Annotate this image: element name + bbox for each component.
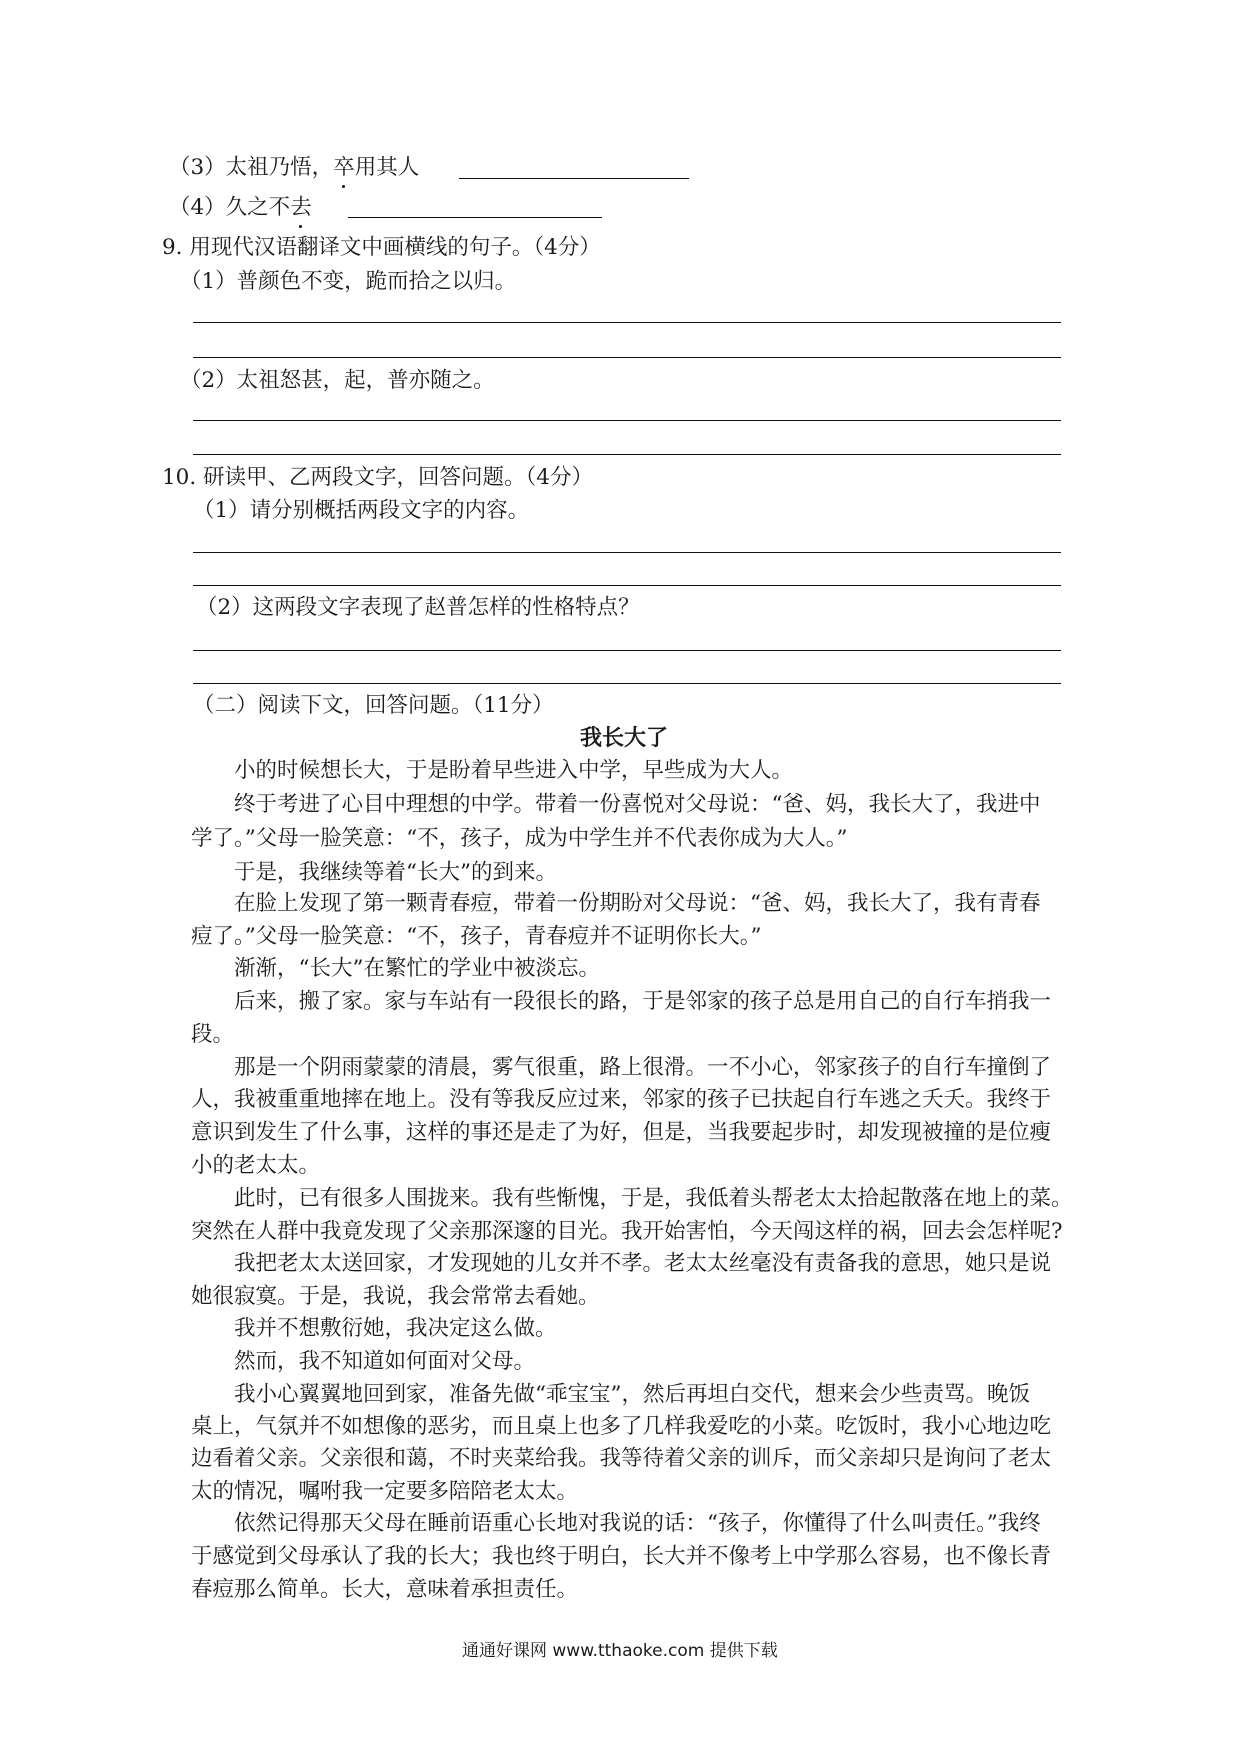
q9-prompt: 9. 用现代汉语翻译文中画横线的句子。（4分） xyxy=(162,235,601,260)
q9-item-1-answer-line-1[interactable] xyxy=(193,322,1061,323)
passage-line: 于感觉到父母承认了我的长大；我也终于明白，长大并不像考上中学那么容易，也不像长青 xyxy=(191,1544,1052,1569)
passage-line: 桌上，气氛并不如想像的恶劣，而且桌上也多了几样我爱吃的小菜。吃饭时，我小心地边吃 xyxy=(191,1414,1052,1439)
passage-line: 学了。”父母一脸笑意：“不，孩子，成为中学生并不代表你成为大人。” xyxy=(191,826,848,851)
passage-line: 太的情况，嘱咐我一定要多陪陪老太太。 xyxy=(191,1479,579,1504)
passage-line: 人，我被重重地摔在地上。没有等我反应过来，邻家的孩子已扶起自行车逃之夭夭。我终于 xyxy=(191,1087,1052,1112)
q8-item-3 xyxy=(169,154,419,182)
q10-item-1: （1）请分别概括两段文字的内容。 xyxy=(193,498,530,523)
q8-item-3-suffix: 用其人 xyxy=(354,155,420,180)
q10-prompt: 10. 研读甲、乙两段文字，回答问题。（4分） xyxy=(162,465,593,490)
passage-line: 那是一个阴雨蒙蒙的清晨，雾气很重，路上很滑。一不小心，邻家孩子的自行车撞倒了 xyxy=(234,1055,1052,1080)
q10-item-2-answer-line-2[interactable] xyxy=(193,683,1061,684)
q9-item-1-answer-line-2[interactable] xyxy=(193,357,1061,358)
q8-item-3-answer-line[interactable] xyxy=(459,178,689,179)
passage-line: 然而，我不知道如何面对父母。 xyxy=(234,1349,536,1374)
passage-line: 依然记得那天父母在睡前语重心长地对我说的话：“孩子，你懂得了什么叫责任。”我终 xyxy=(234,1511,1041,1536)
passage-line: 她很寂寞。于是，我说，我会常常去看她。 xyxy=(191,1284,600,1309)
passage-line: 边看着父亲。父亲很和蔼，不时夹菜给我。我等待着父亲的训斥，而父亲却只是询问了老太 xyxy=(191,1446,1052,1471)
section2-heading: （二）阅读下文，回答问题。（11分） xyxy=(193,693,554,718)
q9-item-2: （2）太祖怒甚，起，普亦随之。 xyxy=(180,368,495,393)
passage-line: 段。 xyxy=(191,1022,235,1047)
passage-line: 我并不想敷衍她，我决定这么做。 xyxy=(234,1316,557,1341)
q10-item-1-answer-line-2[interactable] xyxy=(193,585,1061,586)
passage-line: 终于考进了心目中理想的中学。带着一份喜悦对父母说：“爸、妈，我长大了，我进中 xyxy=(234,792,1041,817)
passage-line: 痘了。”父母一脸笑意：“不，孩子，青春痘并不证明你长大。” xyxy=(191,924,762,949)
q9-item-2-answer-line-1[interactable] xyxy=(193,420,1061,421)
q8-item-4-prefix: （4）久之不 xyxy=(169,195,291,220)
passage-line: 突然在人群中我竟发现了父亲那深邃的目光。我开始害怕，今天闯这样的祸，回去会怎样呢? xyxy=(191,1219,1063,1244)
passage-line: 春痘那么简单。长大，意味着承担责任。 xyxy=(191,1577,579,1602)
q10-item-2-answer-line-1[interactable] xyxy=(193,650,1061,651)
passage-line: 后来，搬了家。家与车站有一段很长的路，于是邻家的孩子总是用自己的自行车捎我一 xyxy=(234,989,1052,1014)
passage-line: 小的老太太。 xyxy=(191,1153,321,1178)
q10-item-1-answer-line-1[interactable] xyxy=(193,552,1061,553)
page-footer: 通通好课网 www.tthaoke.com 提供下载 xyxy=(462,1641,778,1661)
q10-item-2: （2）这两段文字表现了赵普怎样的性格特点？ xyxy=(196,595,640,620)
q9-item-1: （1）普颜色不变，跪而拾之以归。 xyxy=(180,269,517,294)
q8-item-4-dotted-char: 去 xyxy=(290,195,312,220)
passage-line: 此时，已有很多人围拢来。我有些惭愧，于是，我低着头帮老太太拾起散落在地上的菜。 xyxy=(234,1186,1073,1211)
q8-item-4 xyxy=(169,194,312,222)
passage-line: 渐渐，“长大”在繁忙的学业中被淡忘。 xyxy=(234,956,600,981)
passage-line: 我小心翼翼地回到家，准备先做“乖宝宝”，然后再坦白交代，想来会少些责骂。晚饭 xyxy=(234,1382,1030,1407)
passage-line: 小的时候想长大，于是盼着早些进入中学，早些成为大人。 xyxy=(234,758,794,783)
passage-title: 我长大了 xyxy=(580,726,669,751)
passage-line: 意识到发生了什么事，这样的事还是走了为好，但是，当我要起步时，却发现被撞的是位瘦 xyxy=(191,1120,1052,1145)
q8-item-3-prefix: （3）太祖乃悟， xyxy=(169,155,334,180)
q8-item-4-answer-line[interactable] xyxy=(348,217,602,218)
passage-line: 在脸上发现了第一颗青春痘，带着一份期盼对父母说：“爸、妈，我长大了，我有青春 xyxy=(234,891,1041,916)
passage-line: 于是，我继续等着“长大”的到来。 xyxy=(234,860,557,885)
passage-line: 我把老太太送回家，才发现她的儿女并不孝。老太太丝毫没有责备我的意思，她只是说 xyxy=(234,1251,1052,1276)
q8-item-3-dotted-char: 卒 xyxy=(333,155,355,180)
q9-item-2-answer-line-2[interactable] xyxy=(193,454,1061,455)
